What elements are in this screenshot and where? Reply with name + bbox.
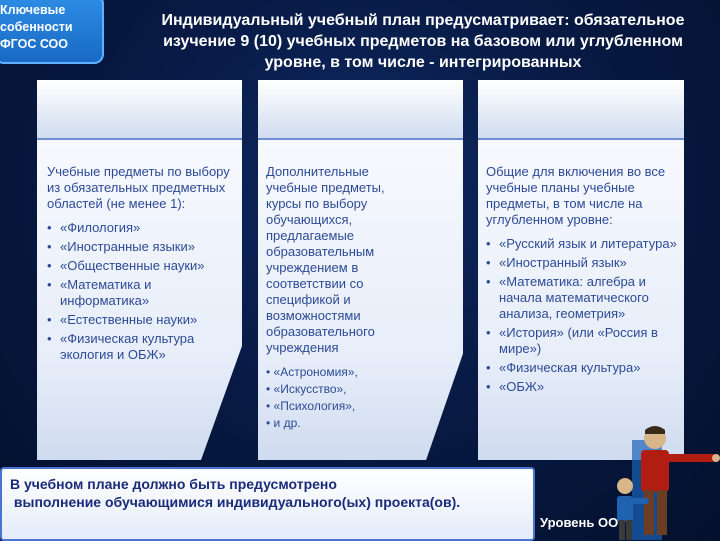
panel-header-area bbox=[37, 80, 242, 140]
badge-line: ФГОС СОО bbox=[0, 37, 68, 51]
panel-header-area bbox=[258, 80, 463, 140]
slide-headline bbox=[118, 10, 720, 73]
list-item: • «Общественные науки» bbox=[47, 258, 237, 274]
project-requirement-note bbox=[0, 467, 535, 541]
badge-line: Ключевые bbox=[0, 3, 66, 17]
panel-list bbox=[266, 364, 416, 432]
list-item: • «История» (или «Россия в мире») bbox=[486, 325, 678, 357]
list-item: • «Русский язык и литература» bbox=[486, 236, 678, 252]
list-item: • «Искусство», bbox=[266, 382, 347, 396]
list-item: • «Естественные науки» bbox=[47, 312, 237, 328]
list-item: • «Математика и информатика» bbox=[47, 277, 237, 309]
list-item: • «Иностранный язык» bbox=[486, 255, 678, 271]
list-item: • «Астрономия», bbox=[266, 365, 358, 379]
headline-line: изучение 9 (10) учебных предметов на базовом или углубленном bbox=[163, 33, 683, 50]
level-label: Уровень ОО bbox=[540, 515, 619, 530]
list-item: • «Физическая культура» bbox=[486, 360, 678, 376]
note-line: выполнение обучающимися индивидуального(ых) проекта(ов). bbox=[10, 494, 461, 510]
headline-line: уровне, в том числе - интегрированных bbox=[264, 54, 582, 71]
list-item: • и др. bbox=[266, 416, 301, 430]
panel-list bbox=[486, 236, 678, 395]
panel-header-area bbox=[478, 80, 684, 140]
features-badge bbox=[0, 0, 104, 64]
badge-line: собенности bbox=[0, 20, 73, 34]
panel-2-text bbox=[266, 164, 416, 432]
panel-1-text bbox=[47, 164, 237, 366]
note-line: В учебном плане должно быть предусмотрено bbox=[10, 476, 337, 492]
panel-3-text bbox=[486, 164, 678, 398]
list-item: • «Математика: алгебра и начала математического анализа, геометрия» bbox=[486, 274, 678, 322]
headline-line: Индивидуальный учебный план предусматривает: обязательное bbox=[161, 12, 685, 29]
list-item: • «ОБЖ» bbox=[486, 379, 678, 395]
list-item: • «Физическая культура экология и ОБЖ» bbox=[47, 331, 237, 363]
list-item: • «Иностранные языки» bbox=[47, 239, 237, 255]
panel-lead: Дополнительные учебные предметы, курсы по выбору обучающихся, предлагаемые образовательным учреждением в соответствии со спецификой и возможностями образовательного учреждения bbox=[266, 164, 385, 355]
panel-lead: Общие для включения во все учебные планы учебные предметы, в том числе на углубленном уровне: bbox=[486, 164, 666, 227]
list-item: • «Филология» bbox=[47, 220, 237, 236]
list-item: • «Психология», bbox=[266, 399, 356, 413]
panel-lead: Учебные предметы по выбору из обязательных предметных областей (не менее 1): bbox=[47, 164, 230, 211]
panel-list bbox=[47, 220, 237, 363]
